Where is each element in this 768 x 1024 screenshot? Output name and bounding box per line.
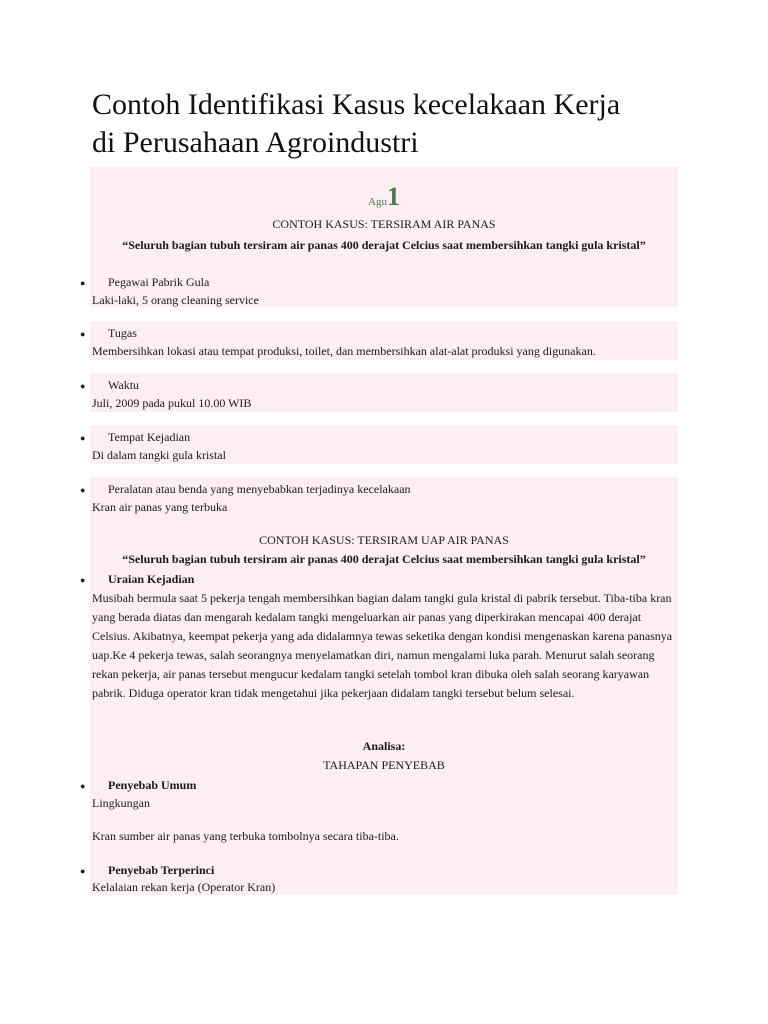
penyebab-umum-label: Penyebab Umum xyxy=(108,778,197,792)
bullet-icon: ● xyxy=(80,278,86,288)
penyebab-umum-value: Lingkungan xyxy=(92,796,150,810)
item-label: Peralatan atau benda yang menyebabkan terjadinya kecelakaan xyxy=(108,482,411,496)
page-marker xyxy=(90,182,678,217)
case1-heading: CONTOH KASUS: TERSIRAM AIR PANAS xyxy=(272,217,496,231)
item-value: Membersihkan lokasi atau tempat produksi, toilet, dan membersihkan alat-alat produksi yang digunakan. xyxy=(92,344,596,358)
analisa-label: Analisa: xyxy=(362,739,406,753)
bullet-icon: ● xyxy=(80,381,86,391)
case2-heading: CONTOH KASUS: TERSIRAM UAP AIR PANAS xyxy=(259,533,509,547)
bullet-icon: ● xyxy=(80,485,86,495)
penyebab-umum-detail: Kran sumber air panas yang terbuka tombolnya secara tiba-tiba. xyxy=(92,829,399,843)
bullet-icon: ● xyxy=(80,329,86,339)
item-value: Juli, 2009 pada pukul 10.00 WIB xyxy=(92,396,252,410)
item-label: Waktu xyxy=(108,378,140,392)
uraian-label: Uraian Kejadian xyxy=(108,572,195,586)
page-title xyxy=(92,86,712,162)
item-label: Tempat Kejadian xyxy=(108,430,191,444)
case2-quote: “Seluruh bagian tubuh tersiram air panas 400 derajat Celcius saat membersihkan tangki gula kristal” xyxy=(122,552,646,566)
item-value: Kran air panas yang terbuka xyxy=(92,500,228,514)
bullet-icon: ● xyxy=(80,433,86,443)
title-line-1: Contoh Identifikasi Kasus kecelakaan Kerja xyxy=(92,88,621,121)
item-value: Laki-laki, 5 orang cleaning service xyxy=(92,293,259,307)
uraian-paragraph: Musibah bermula saat 5 pekerja tengah membersihkan bagian dalam tangki gula kristal di pabrik tersebut. Tiba-tiba kran yang berada diatas dan mengarah kedalam tangki mengeluarkan air panas yang diperkirakan mencapai 400 derajat Celsius. Akibatnya, keempat pekerja yang ada didalamnya tewas seketika dengan kondisi mengenaskan karena panasnya uap.Ke 4 pekerja tewas, salah seorangnya menyelamatkan diri, namun mengalami luka parah. Menurut salah seorang rekan pekerja, air panas tersebut mengucur kedalam tangki setelah tombol kran dibuka oleh salah seorang karyawan pabrik. Diduga operator kran tidak mengetahui jika pekerjaan didalam tangki tersebut belum selesai. xyxy=(92,591,673,700)
penyebab-terperinci-value: Kelalaian rekan kerja (Operator Kran) xyxy=(92,880,276,894)
bullet-icon: ● xyxy=(80,866,86,876)
item-label: Tugas xyxy=(108,326,137,340)
marker-number: 1 xyxy=(386,182,400,211)
bullet-icon: ● xyxy=(80,575,86,585)
marker-text: Agu xyxy=(368,196,387,208)
item-label: Pegawai Pabrik Gula xyxy=(108,275,210,289)
bullet-icon: ● xyxy=(80,781,86,791)
penyebab-terperinci-label: Penyebab Terperinci xyxy=(108,863,215,877)
item-value: Di dalam tangki gula kristal xyxy=(92,448,226,462)
case1-quote: “Seluruh bagian tubuh tersiram air panas 400 derajat Celcius saat membersihkan tangki gula kristal” xyxy=(122,238,646,252)
tahapan-heading: TAHAPAN PENYEBAB xyxy=(323,758,445,772)
title-line-2: di Perusahaan Agroindustri xyxy=(92,126,419,159)
